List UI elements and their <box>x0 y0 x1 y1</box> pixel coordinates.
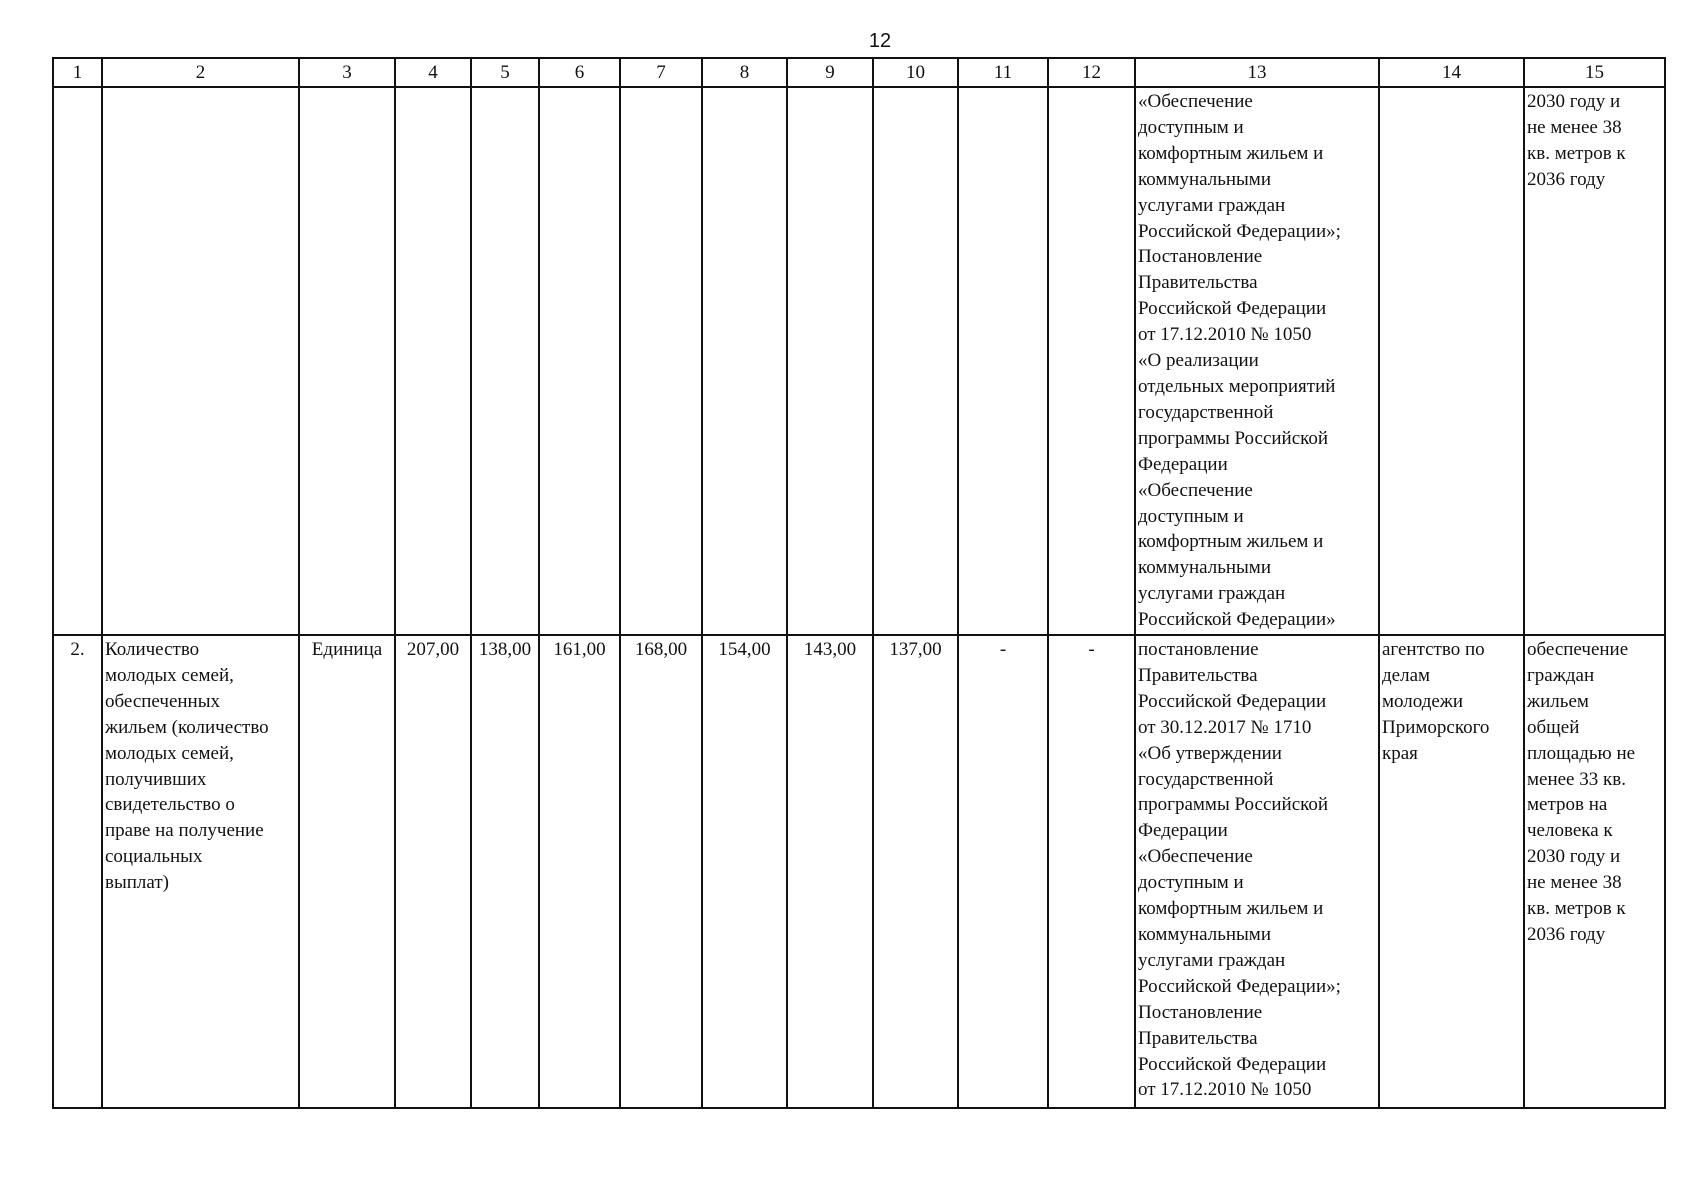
header-cell: 13 <box>1135 58 1379 87</box>
header-cell: 1 <box>53 58 102 87</box>
header-cell: 9 <box>787 58 873 87</box>
value-cell <box>620 87 702 635</box>
value-cell: 143,00 <box>787 635 873 1108</box>
header-cell: 3 <box>299 58 395 87</box>
header-cell: 11 <box>958 58 1048 87</box>
responsible-cell <box>1379 87 1524 635</box>
page-number: 12 <box>868 30 892 52</box>
responsible-cell: агентство по делам молодежи Приморского края <box>1379 635 1524 1108</box>
table-row <box>53 87 1665 635</box>
value-cell <box>702 87 787 635</box>
value-cell <box>539 87 620 635</box>
row-number-cell: 2. <box>53 635 102 1108</box>
header-cell: 5 <box>471 58 539 87</box>
table-header-row <box>53 58 1665 87</box>
indicator-name-cell <box>102 87 299 635</box>
unit-cell <box>299 87 395 635</box>
value-cell <box>471 87 539 635</box>
indicators-table <box>52 57 1666 1109</box>
value-cell: 168,00 <box>620 635 702 1108</box>
value-cell <box>1048 87 1135 635</box>
header-cell: 6 <box>539 58 620 87</box>
value-cell <box>958 87 1048 635</box>
header-cell: 4 <box>395 58 471 87</box>
goal-cell: обеспечение граждан жильем общей площадью не менее 33 кв. метров на человека к 2030 году и не менее 38 кв. метров к 2036 году <box>1524 635 1665 1108</box>
value-cell <box>787 87 873 635</box>
legal-basis-cell: «Обеспечение доступным и комфортным жильем и коммунальными услугами граждан Российской Федерации»; Постановление Правительства Российской Федерации от 17.12.2010 № 1050 «О реализации отдельных мероприятий государственной программы Российской Федерации «Обеспечение доступным и комфортным жильем и коммунальными услугами граждан Российской Федерации» <box>1135 87 1379 635</box>
value-cell: - <box>958 635 1048 1108</box>
header-cell: 15 <box>1524 58 1665 87</box>
table-row <box>53 635 1665 1108</box>
value-cell <box>395 87 471 635</box>
header-cell: 14 <box>1379 58 1524 87</box>
header-cell: 8 <box>702 58 787 87</box>
value-cell: 154,00 <box>702 635 787 1108</box>
value-cell: 138,00 <box>471 635 539 1108</box>
header-cell: 2 <box>102 58 299 87</box>
value-cell: 161,00 <box>539 635 620 1108</box>
indicator-name-cell: Количество молодых семей, обеспеченных жильем (количество молодых семей, получивших свидетельство о праве на получение социальных выплат) <box>102 635 299 1108</box>
row-number-cell <box>53 87 102 635</box>
header-cell: 10 <box>873 58 958 87</box>
goal-cell: 2030 году и не менее 38 кв. метров к 2036 году <box>1524 87 1665 635</box>
legal-basis-cell: постановление Правительства Российской Федерации от 30.12.2017 № 1710 «Об утверждении государственной программы Российской Федерации «Обеспечение доступным и комфортным жильем и коммунальными услугами граждан Российской Федерации»; Постановление Правительства Российской Федерации от 17.12.2010 № 1050 <box>1135 635 1379 1108</box>
value-cell: 137,00 <box>873 635 958 1108</box>
value-cell: 207,00 <box>395 635 471 1108</box>
unit-cell: Единица <box>299 635 395 1108</box>
value-cell: - <box>1048 635 1135 1108</box>
header-cell: 7 <box>620 58 702 87</box>
value-cell <box>873 87 958 635</box>
header-cell: 12 <box>1048 58 1135 87</box>
